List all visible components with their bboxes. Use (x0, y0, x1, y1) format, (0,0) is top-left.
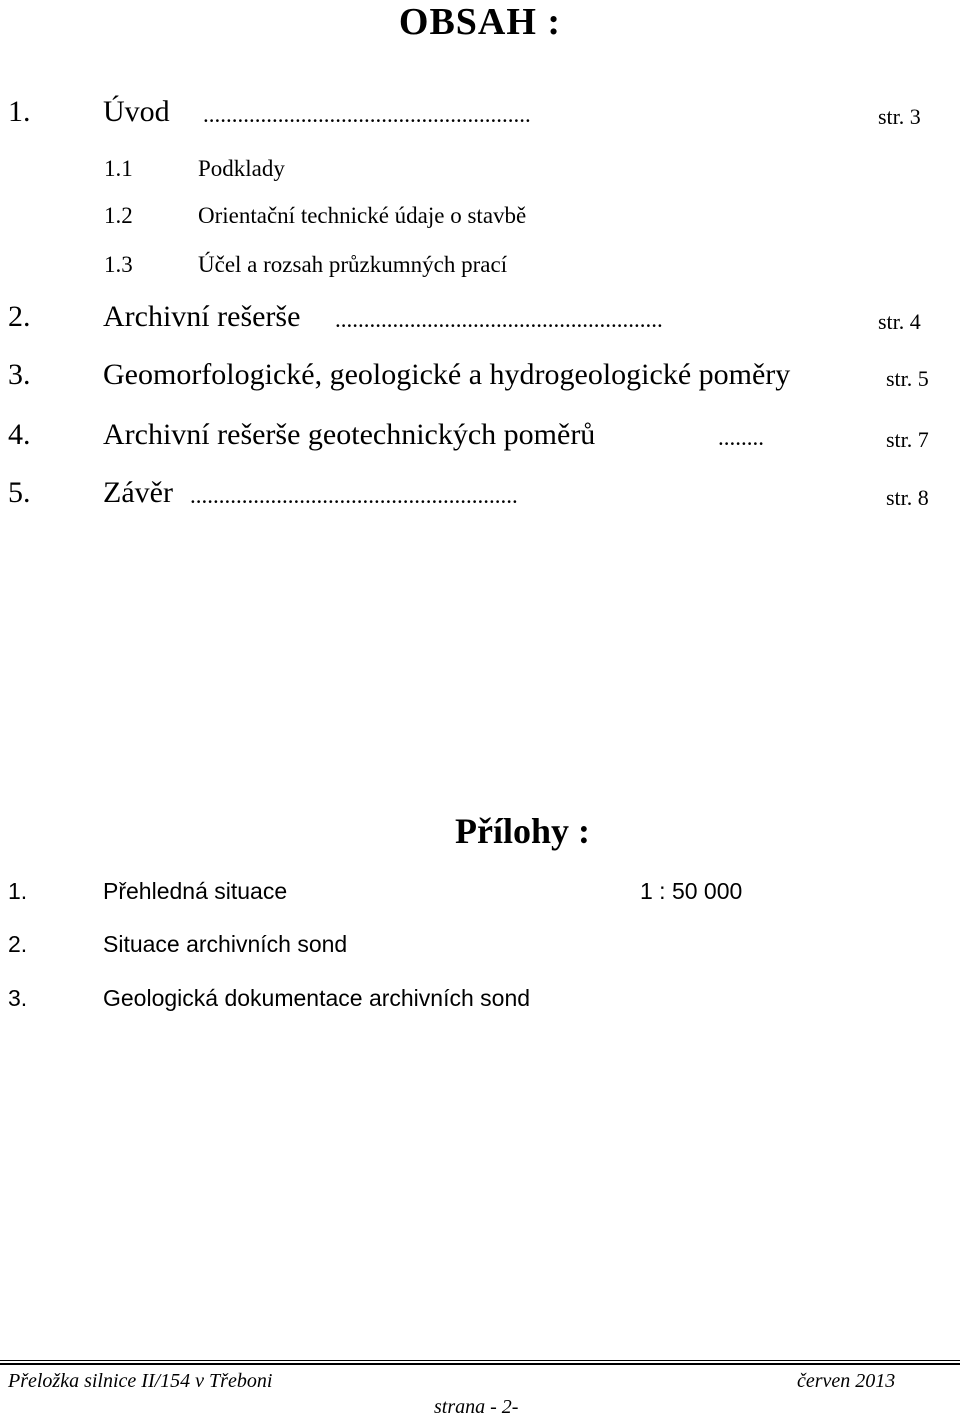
toc-number: 4. (8, 418, 31, 451)
page-title: OBSAH : (398, 1, 562, 43)
footer-page-number: strana - 2- (434, 1396, 519, 1418)
toc-number: 3. (8, 358, 31, 391)
toc-number: 5. (8, 476, 31, 509)
toc-page-number: str. 3 (878, 104, 921, 129)
toc-subitem-label: Orientační technické údaje o stavbě (198, 203, 527, 228)
toc-leader-dots: ......................................................... (203, 102, 531, 127)
toc-subitem-number: 1.3 (104, 252, 133, 277)
toc-leader-dots: ........ (718, 425, 764, 450)
toc-page-number: str. 4 (878, 309, 921, 334)
footer-date: červen 2013 (797, 1370, 896, 1392)
toc-leader-dots: ......................................................... (335, 307, 663, 332)
toc-leader-dots: ......................................................... (190, 483, 518, 508)
attachments-title: Přílohy : (455, 811, 590, 851)
toc-subitem-number: 1.1 (104, 156, 133, 181)
toc-subitem-label: Účel a rozsah průzkumných prací (198, 252, 508, 277)
attachment-number: 1. (8, 878, 28, 904)
footer-project-name: Přeložka silnice II/154 v Třeboni (8, 1370, 273, 1392)
footer-rule (0, 1360, 960, 1361)
toc-number: 2. (8, 300, 31, 333)
toc-item-label: Geomorfologické, geologické a hydrogeologické poměry (103, 358, 791, 391)
toc-page-number: str. 8 (886, 485, 929, 510)
toc-page-number: str. 5 (886, 366, 929, 391)
attachment-number: 2. (8, 931, 28, 957)
toc-item-label: Úvod (103, 95, 170, 128)
attachment-number: 3. (8, 985, 28, 1011)
toc-subitem-number: 1.2 (104, 203, 133, 228)
attachment-label: Situace archivních sond (103, 931, 348, 957)
toc-item-label: Archivní rešerše geotechnických poměrů (103, 418, 596, 451)
attachment-label: Přehledná situace (103, 878, 288, 904)
footer-rule (0, 1363, 960, 1365)
attachment-label: Geologická dokumentace archivních sond (103, 985, 531, 1011)
toc-subitem-label: Podklady (198, 156, 285, 181)
toc-page-number: str. 7 (886, 427, 929, 452)
attachment-scale: 1 : 50 000 (640, 878, 743, 904)
toc-item-label: Závěr (103, 476, 173, 509)
toc-number: 1. (8, 95, 31, 128)
toc-item-label: Archivní rešerše (103, 300, 301, 333)
